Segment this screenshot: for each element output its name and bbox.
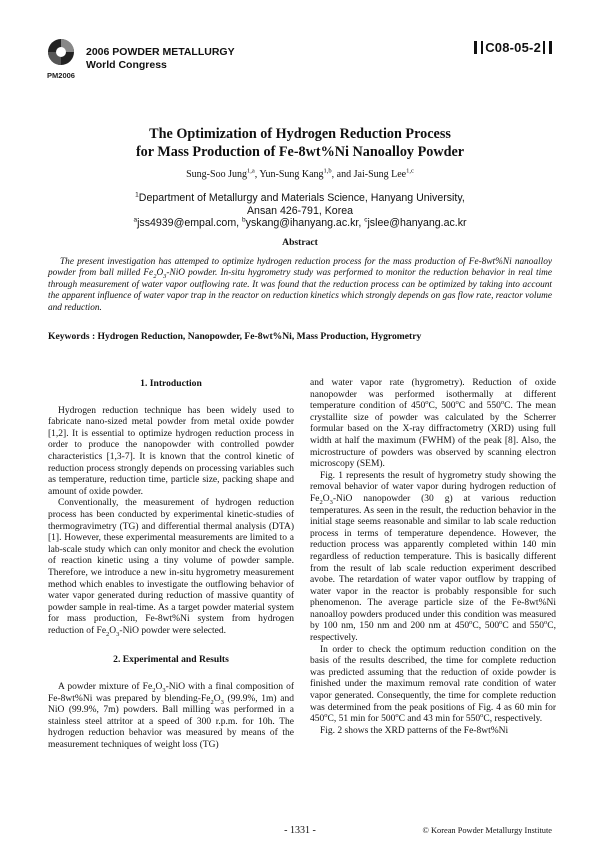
title-line-1: The Optimization of Hydrogen Reduction Process <box>149 126 451 142</box>
paragraph: Fig. 2 shows the XRD patterns of the Fe-8wt%Ni <box>320 725 509 736</box>
email-link[interactable]: jslee@hanyang.ac.kr <box>367 217 467 230</box>
email-link[interactable]: yskang@ihanyang.ac.kr <box>245 217 359 230</box>
affiliation: $^1$Department of Metallurgy and Materials Science, Hanyang University, Ansan 426-791, Korea $^a$jss4939@empal.com, $^b$yskang@ihanyang.ac.kr, $^c$jslee@hanyang.ac.kr <box>0 192 600 230</box>
paper-code <box>472 40 554 55</box>
email-link[interactable]: jss4939@empal.com <box>137 217 237 230</box>
paragraph: Conventionally, the measurement of hydrogen reduction process has been conducted by experimental kinetic-studies of thermogravimetry (TG) and differential thermal analysis (DTA) [1]. However, these experimental measurements are limited to a lab-scale study which can only monitor and check the evolution of reaction kinetic using a tiny volume of powder sample. Therefore, we introduce a new in-situ hygrometry measurement method which enables to investigate the outflowing behavior of water vapor generated during reduction of massive quantity of powder sample in real-time. As a target powder material system for mass production, Fe-8wt%Ni system from hydrogen reduction of $Fe_2O_3$-NiO powder were selected. <box>48 498 294 638</box>
paper-code-text: C08-05-2 <box>485 40 541 55</box>
paragraph: Fig. 1 represents the result of hygrometry study showing the removal behavior of water vapor during hydrogen reduction of $Fe_2O_3$-NiO nanopowder (30 g) at various reduction temperatures. As seen in the result, the reduction behavior in the initial stage seems reasonable and similar to lab scale reduction process in terms of temperature dependence. However, the reduction process was apparently completed within 140 min regardless of reduction temperature. This is basically different from the result of lab scale reduction experiment described avobe. The retardation of water vapor outflow by trapping of water vapor in the reactor is probably responsible for such phenomenon. The average particle size of the Fe-8wt%Ni nanoalloy powders produced under this condition was measured by 100 nm, 150 nm and 200 nm at 450$^o$C, 500$^o$C and 550$^o$C, respectively. <box>310 470 556 644</box>
abstract-text: The present investigation has attemped to optimize hydrogen reduction process for the mass production of Fe-8wt%Ni nanoalloy powder from ball milled $Fe_2O_3$-NiO powder. In-situ hygrometry study was performed to monitor the reduction behavior in real time through measurement of water vapor outflowing rate. It was found that the reduction process can be optimized by taking into account the apparent influence of water vapor trap in the reactor on reduction kinetics which strongly depends on gas flow rate, reactor volume and reduction. <box>48 257 552 313</box>
keywords: Keywords : Hydrogen Reduction, Nanopowder, Fe-8wt%Ni, Mass Production, Hygrometry <box>48 331 422 342</box>
section-heading: 2. Experimental and Results <box>113 654 229 666</box>
pm2006-logo <box>44 38 78 82</box>
section-heading: 1. Introduction <box>140 378 202 389</box>
author-list: Sung-Soo Jung$^{1,a}$, Yun-Sung Kang$^{1,b}$, and Jai-Sung Lee$^{1,c}$ <box>186 167 414 180</box>
author-name: Sung-Soo Jung <box>186 169 247 180</box>
left-column <box>48 378 294 752</box>
affiliation-line-2: Ansan 426-791, Korea <box>246 204 353 217</box>
page-number: - 1331 - <box>284 825 316 836</box>
copyright-notice: © Korean Powder Metallurgy Institute <box>422 826 552 835</box>
logo-text: PM2006 <box>47 71 75 80</box>
conference-title: 2006 POWDER METALLURGY <box>86 46 235 58</box>
conference-name <box>86 46 235 72</box>
paper-title <box>0 125 600 161</box>
paragraph: In order to check the optimum reduction condition on the basis of the results described, the time for complete reduction was predicted assuming that the reduction of oxide powder is finished under the maximum removal rate condition of water vapor generated. Consequently, the time for complete reduction was determined from the peak positions of Fig. 4 as 60 min for 450$^o$C, 51 min for 500$^o$C and 43 min for 550$^o$C, respectively. <box>310 644 556 725</box>
abstract-heading: Abstract <box>282 237 318 248</box>
email-list: $^a$jss4939@empal.com, $^b$yskang@ihanyang.ac.kr, $^c$jslee@hanyang.ac.kr <box>133 216 467 230</box>
affiliation-line-1: Department of Metallurgy and Materials Science, Hanyang University, <box>138 192 465 204</box>
paragraph: and water vapor rate (hygrometry). Reduction of oxide nanopowder was performed isothermally at different temperature condition of 450$^o$C, 500$^o$C and 550$^o$C. The mean crystallite size of powder was calculated by the Scherrer formular based on the X-ray diffractometry (XRD) using full width at half the maximum (FWHM) of the peak [8]. Also, the microstructure of powders was observed by scanning electron microscopy (SEM). <box>310 378 556 470</box>
author-name: Yun-Sung Kang <box>259 169 324 180</box>
paragraph: A powder mixture of $Fe_2O_3$-NiO with a final composition of Fe-8wt%Ni was prepared by blending-$Fe_2O_3$ (99.9%, 1m) and NiO (99.9%, 7m) powders. Ball milling was performed in a stainless steel attritor at a speed of 300 r.p.m. for 10h. The hydrogen reduction behavior was measured by means of the measurement techniques of weight loss (TG) <box>48 682 294 751</box>
conference-subtitle: World Congress <box>86 59 167 71</box>
paragraph: Hydrogen reduction technique has been widely used to fabricate nano-sized metal powder from metal oxide powder [1,2]. It is essential to optimize hydrogen reduction process in order to produce the nanopowder with controlled powder characteristics [1,3-7]. It is known that the control kinetic of reduction process strongly depends on processing variables such as temperature, reduction time, particle size, packing shape and amount of oxide powder. <box>48 405 294 497</box>
author-name: Jai-Sung Lee <box>353 169 407 180</box>
right-column <box>310 378 556 737</box>
title-line-2: for Mass Production of Fe-8wt%Ni Nanoalloy Powder <box>135 144 465 160</box>
